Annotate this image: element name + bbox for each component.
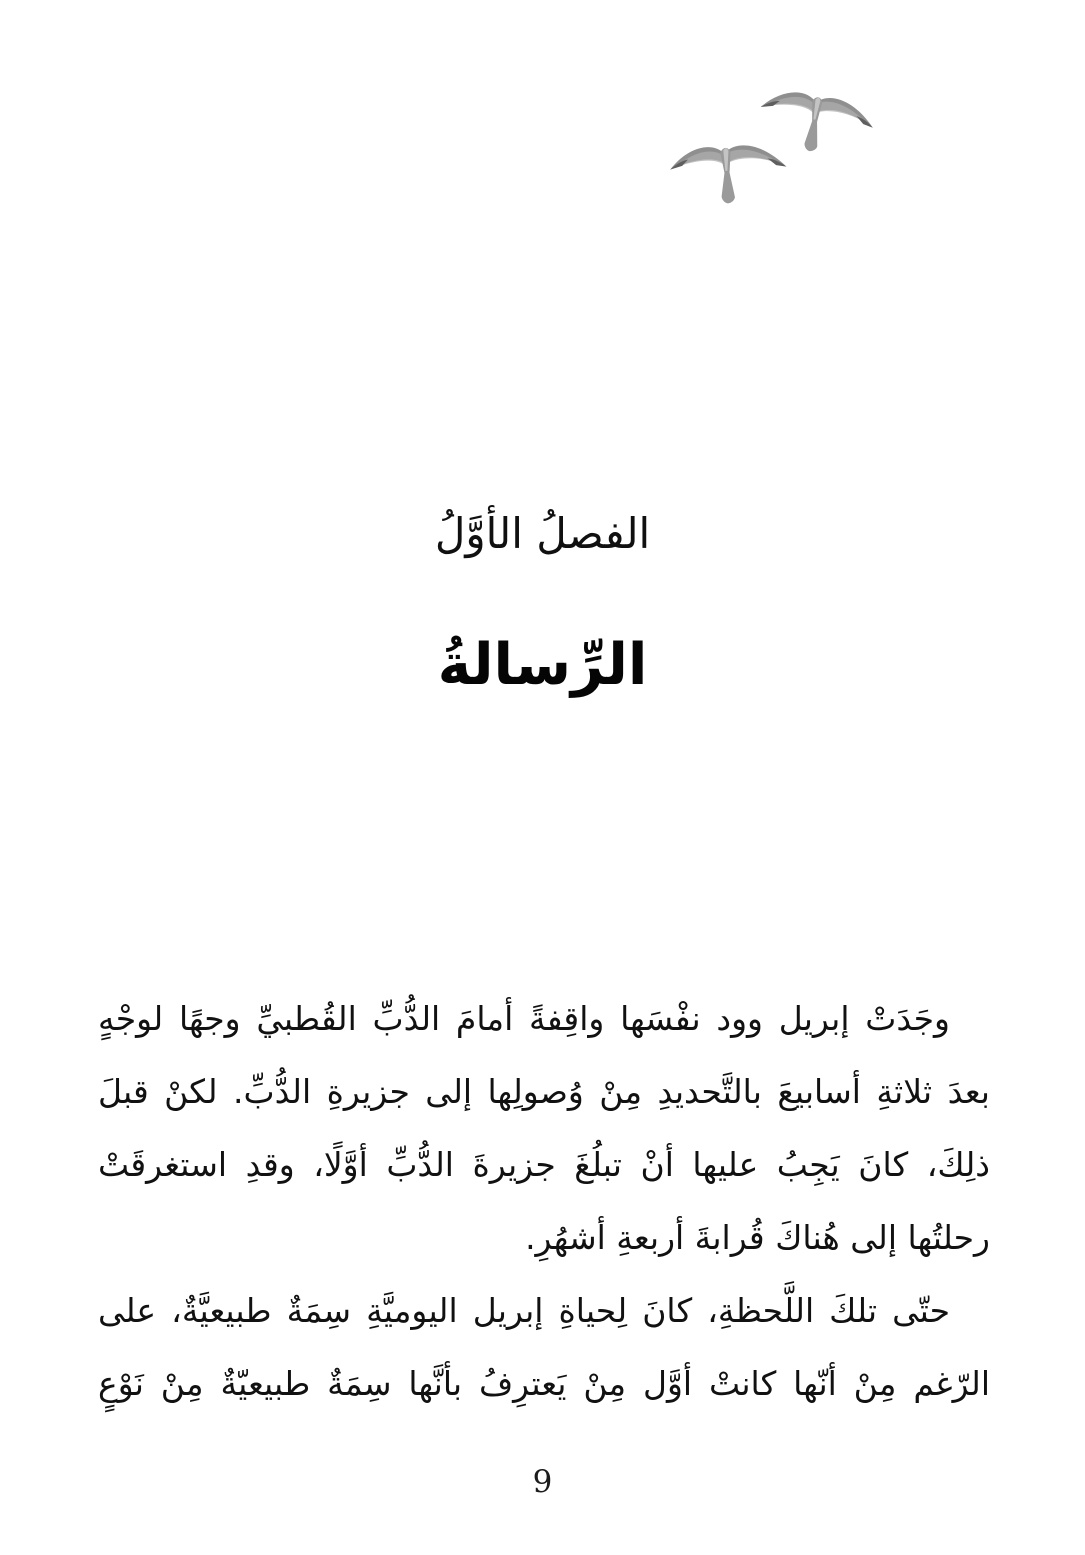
body-text bbox=[98, 982, 990, 1420]
body-line: وجَدَتْ إبريل وود نفْسَها واقِفةً أمامَ الدُّبِّ القُطبيِّ وجهًا لوجْهٍ bbox=[98, 999, 950, 1038]
body-line: ذلِكَ، كانَ يَجِبُ عليها أنْ تبلُغَ جزيرةَ الدُّبِّ أوَّلًا، وقدِ استغرقَتْ bbox=[98, 1145, 990, 1184]
body-line: بعدَ ثلاثةِ أسابيعَ بالتَّحديدِ مِنْ وُصولِها إلى جزيرةِ الدُّبِّ. لكنْ قبلَ bbox=[98, 1072, 990, 1111]
body-line: الرّغم مِنْ أنّها كانتْ أوَّل مِنْ يَعترِفُ بأنَّها سِمَةٌ طبيعيّةٌ مِنْ نَوْعٍ bbox=[98, 1364, 990, 1403]
chapter-title: الرِّسالةُ bbox=[437, 632, 648, 698]
body-line: حتّى تلكَ اللَّحظةِ، كانَ لِحياةِ إبريل اليوميَّةِ سِمَةٌ طبيعيَّةٌ، على bbox=[98, 1291, 950, 1330]
seagulls-illustration-icon bbox=[666, 84, 884, 210]
chapter-heading: الفصلُ الأوَّلُ bbox=[434, 509, 651, 558]
body-line: رحلتُها إلى هُناكَ قُرابةَ أربعةِ أشهُرِ. bbox=[525, 1218, 990, 1257]
page-number: 9 bbox=[532, 1464, 553, 1500]
